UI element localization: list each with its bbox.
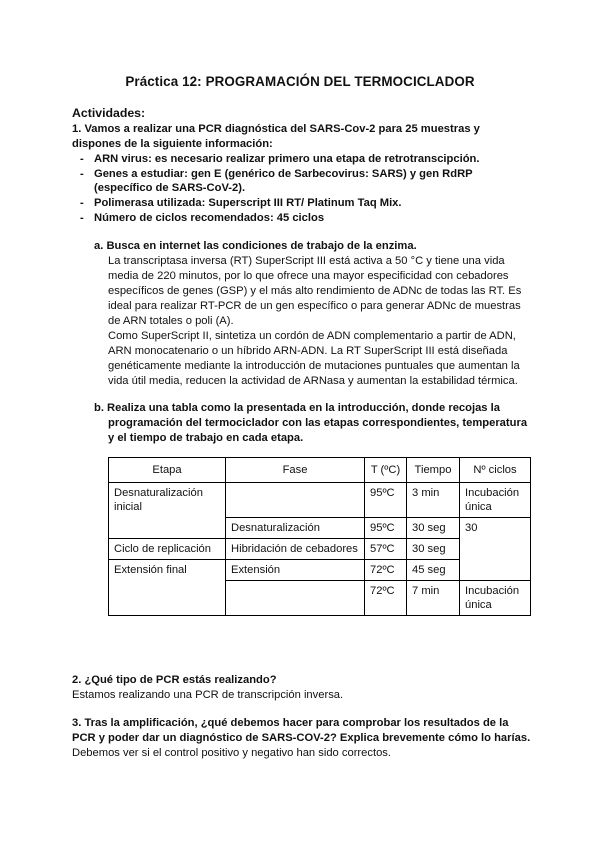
cell-temperature: 95ºC bbox=[365, 483, 407, 518]
page-title: Práctica 12: PROGRAMACIÓN DEL TERMOCICLADOR bbox=[125, 74, 475, 89]
question-3-line-1: 3. Tras la amplificación, ¿qué debemos hacer para comprobar los resultados de la bbox=[72, 717, 509, 729]
cell-time: 30 seg bbox=[407, 539, 460, 560]
activities-heading: Actividades: bbox=[72, 106, 146, 120]
cell-time: 30 seg bbox=[407, 518, 460, 539]
cell-fase: Desnaturalización bbox=[226, 518, 365, 539]
cell-etapa: Ciclo de replicación bbox=[109, 539, 226, 560]
answer-a-line: genéticamente mediante la introducción de mutaciones puntuales que aumentan la bbox=[108, 360, 520, 372]
list-dash: - bbox=[80, 197, 84, 209]
header-time: Tiempo bbox=[407, 458, 460, 483]
sub-question-b-line: b. Realiza una tabla como la presentada en la introducción, donde recojas la bbox=[94, 402, 500, 414]
header-fase: Fase bbox=[226, 458, 365, 483]
cell-temperature: 72ºC bbox=[365, 581, 407, 616]
cell-cycles: 30 bbox=[460, 518, 531, 581]
thermocycler-table bbox=[108, 457, 531, 616]
cell-fase: Extensión bbox=[226, 560, 365, 581]
answer-a-line: media de 220 minutos, por lo que ofrece una mayor especificidad con cebadores bbox=[108, 270, 509, 282]
question-1-line-1: 1. Vamos a realizar una PCR diagnóstica del SARS-Cov-2 para 25 muestras y bbox=[72, 123, 480, 135]
cell-fase: Hibridación de cebadores bbox=[226, 539, 365, 560]
answer-a-line: vida útil media, reducen la actividad de ARNasa y aumentan la estabilidad térmica. bbox=[108, 375, 518, 387]
sub-question-b-line: y el tiempo de trabajo en cada etapa. bbox=[108, 432, 304, 444]
cell-temperature: 57ºC bbox=[365, 539, 407, 560]
answer-a-line: La transcriptasa inversa (RT) SuperScript III está activa a 50 °C y tiene una vida bbox=[108, 255, 505, 267]
cell-etapa: Extensión final bbox=[109, 560, 226, 616]
answer-a-line: Como SuperScript II, sintetiza un cordón de ADN complementario a partir de ADN, bbox=[108, 330, 516, 342]
list-dash: - bbox=[80, 153, 84, 165]
list-item-continuation: (específico de SARS-CoV-2). bbox=[94, 182, 246, 194]
cell-fase bbox=[226, 581, 365, 616]
answer-a-line: ideal para realizar RT-PCR de un gen específico o para generar ADNc de muestras bbox=[108, 300, 521, 312]
list-item: Genes a estudiar: gen E (genérico de Sarbecovirus: SARS) y gen RdRP bbox=[94, 168, 473, 180]
sub-question-b-line: programación del termociclador con las etapas correspondientes, temperatura bbox=[108, 417, 528, 429]
answer-a-line: ARN monocatenario o un híbrido ARN-ADN. La RT SuperScript III está diseñada bbox=[108, 345, 508, 357]
list-item: Número de ciclos recomendados: 45 ciclos bbox=[94, 212, 325, 224]
cell-temperature: 72ºC bbox=[365, 560, 407, 581]
answer-a-line: específicos de genes (GSP) y el más alto rendimiento de ADNc de todas las RT. Es bbox=[108, 285, 522, 297]
table-row bbox=[109, 483, 531, 518]
sub-question-a-heading: a. Busca en internet las condiciones de trabajo de la enzima. bbox=[94, 240, 417, 252]
cell-etapa: Desnaturalización inicial bbox=[109, 483, 226, 539]
cell-temperature: 95ºC bbox=[365, 518, 407, 539]
list-dash: - bbox=[80, 212, 84, 224]
cell-fase bbox=[226, 483, 365, 518]
list-item: ARN virus: es necesario realizar primero una etapa de retrotranscipción. bbox=[94, 153, 480, 165]
cell-time: 3 min bbox=[407, 483, 460, 518]
question-2-text: 2. ¿Qué tipo de PCR estás realizando? bbox=[72, 674, 277, 686]
list-item: Polimerasa utilizada: Superscript III RT/ Platinum Taq Mix. bbox=[94, 197, 402, 209]
cell-time: 7 min bbox=[407, 581, 460, 616]
header-temperature: T (ºC) bbox=[365, 458, 407, 483]
header-cycles: Nº ciclos bbox=[460, 458, 531, 483]
question-3-line-2: PCR y poder dar un diagnóstico de SARS-COV-2? Explica brevemente cómo lo harías. bbox=[72, 732, 531, 744]
question-2-answer: Estamos realizando una PCR de transcripción inversa. bbox=[72, 689, 344, 701]
table-header-row bbox=[109, 458, 531, 483]
question-3-answer: Debemos ver si el control positivo y negativo han sido correctos. bbox=[72, 747, 391, 759]
cell-cycles: Incubación única bbox=[460, 581, 531, 616]
answer-a-line: de ARN totales o poli (A). bbox=[108, 315, 234, 327]
question-1-line-2: dispones de la siguiente información: bbox=[72, 138, 273, 150]
header-etapa: Etapa bbox=[109, 458, 226, 483]
cell-time: 45 seg bbox=[407, 560, 460, 581]
list-dash: - bbox=[80, 168, 84, 180]
cell-cycles: Incubación única bbox=[460, 483, 531, 518]
